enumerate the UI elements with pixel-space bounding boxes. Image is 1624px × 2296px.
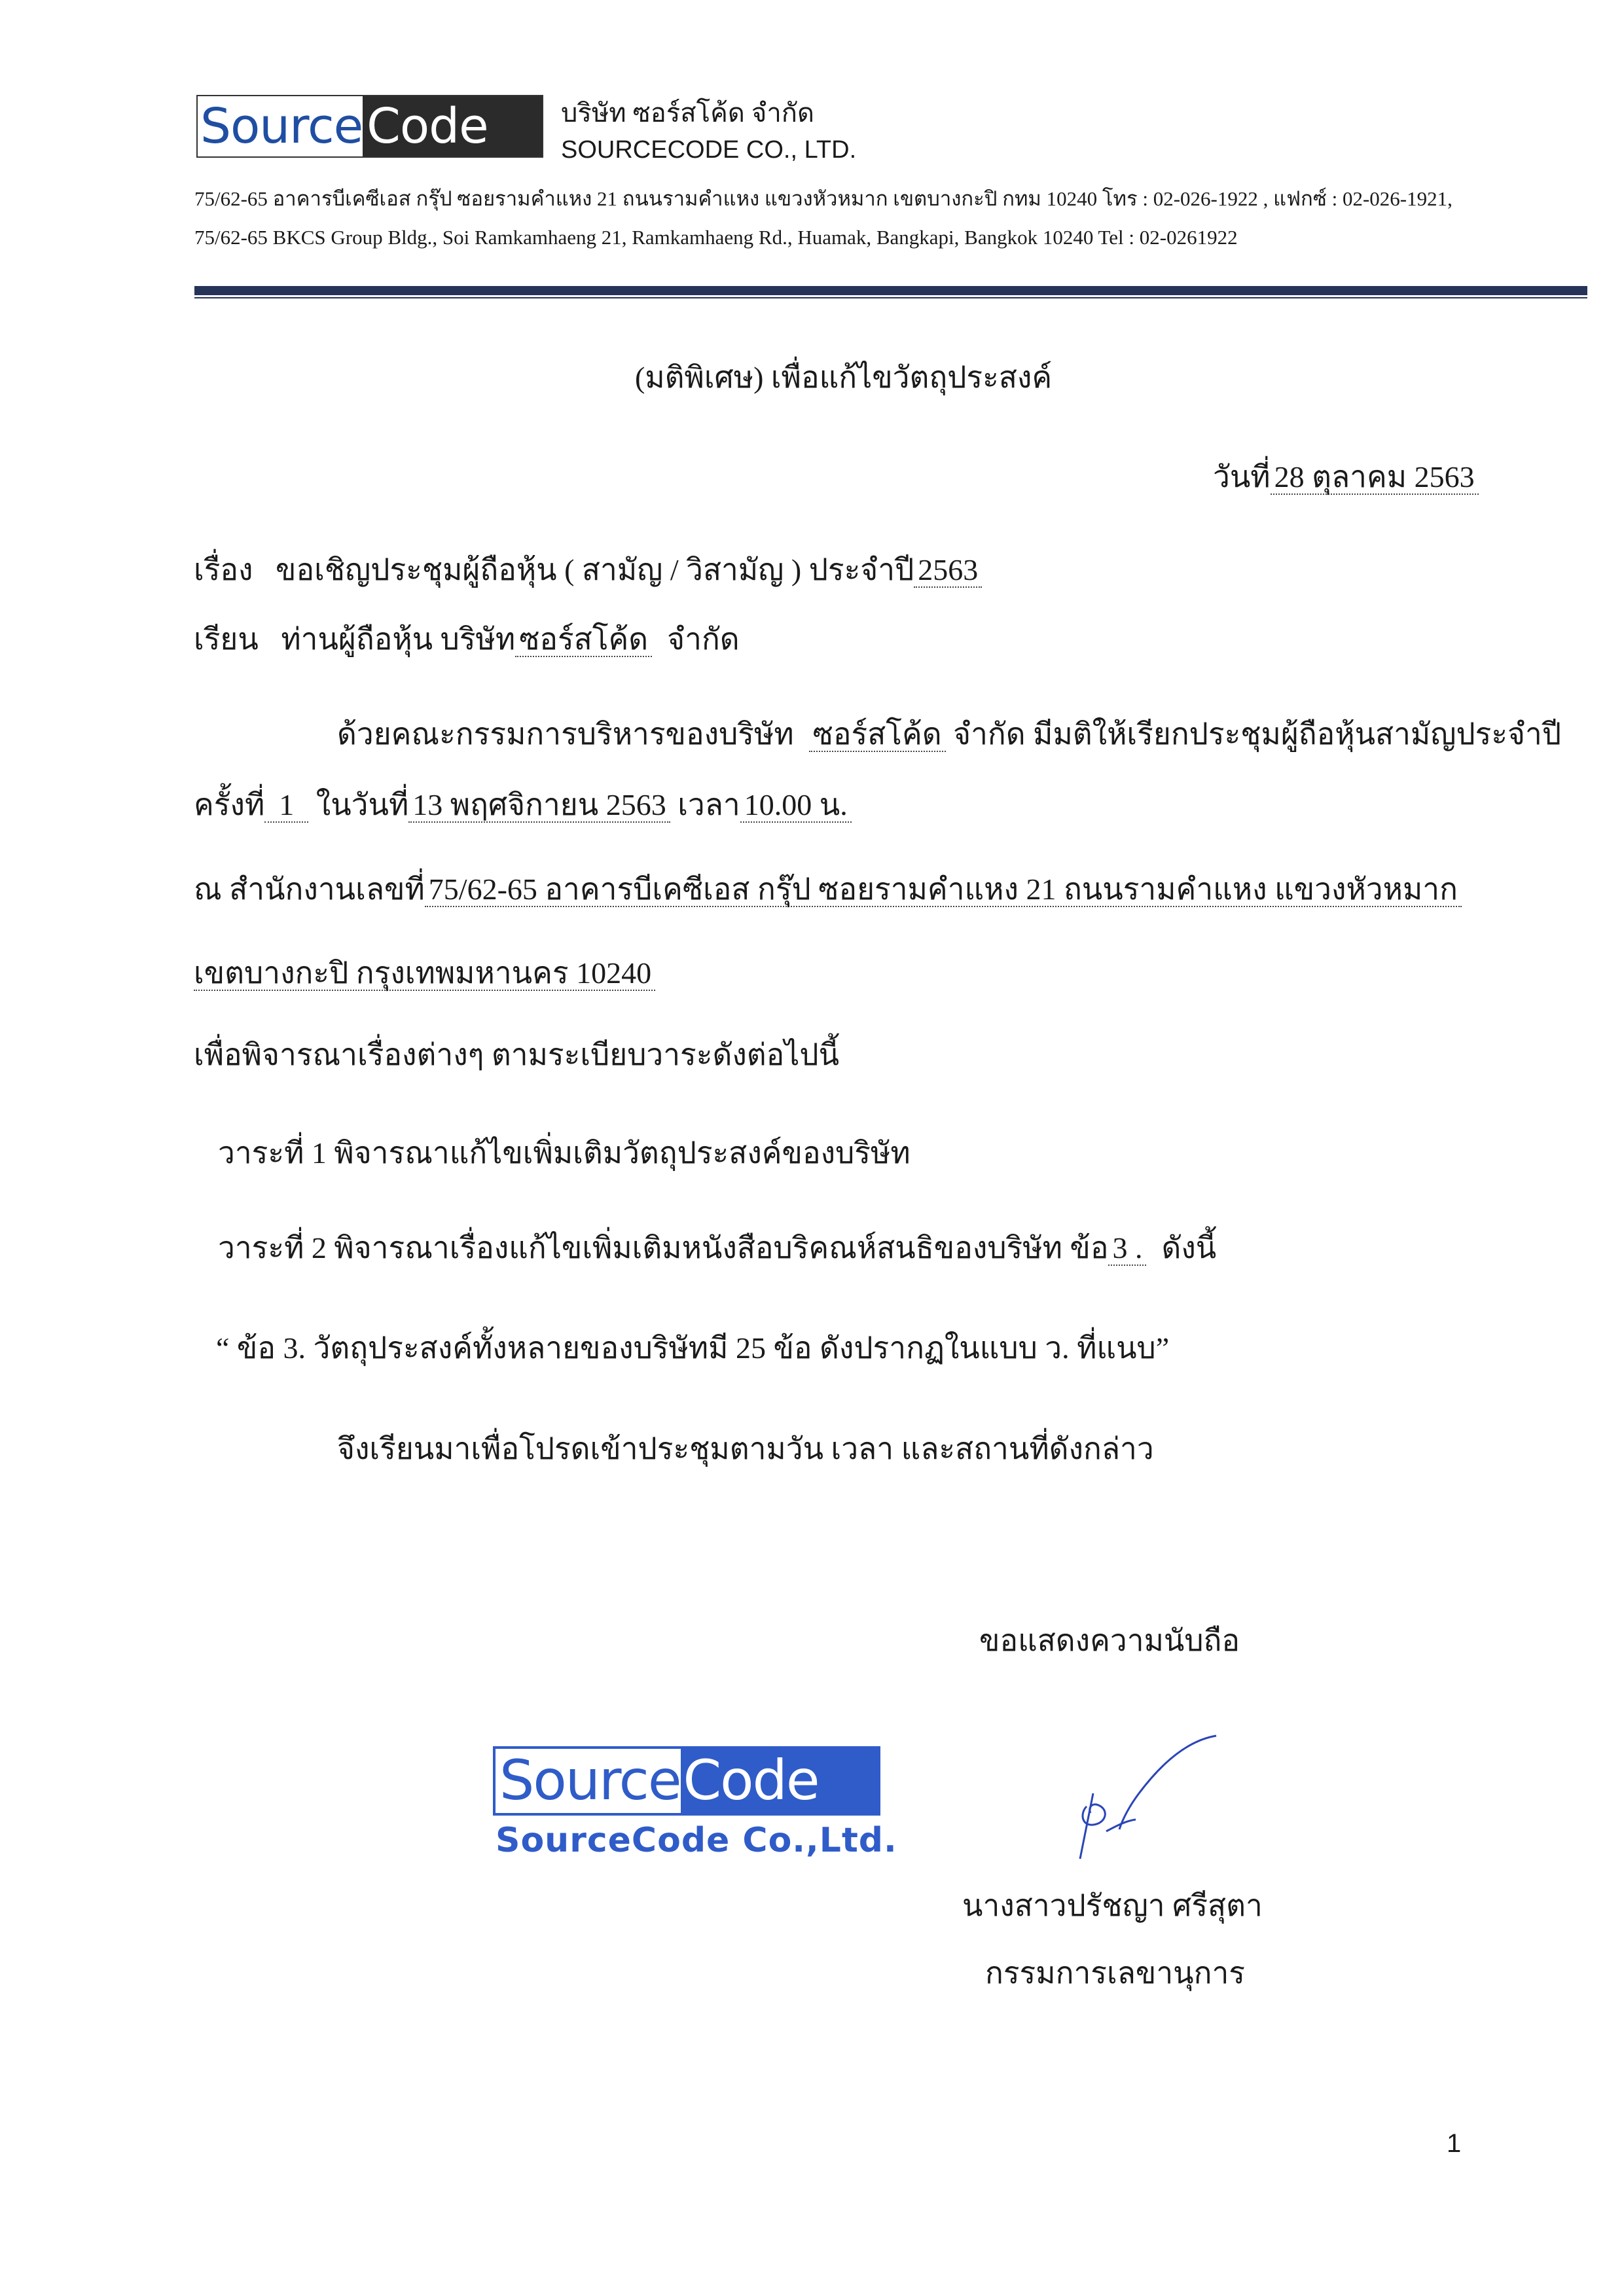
logo-code-text: Code <box>363 96 542 156</box>
place-label: ณ สำนักงานเลขที่ <box>194 872 425 906</box>
signature-mark <box>1041 1721 1237 1865</box>
stamp-source-text: Source <box>499 1748 681 1812</box>
company-name-thai: บริษัท ซอร์สโค้ด จำกัด <box>561 98 814 128</box>
company-logo <box>196 95 543 158</box>
address-thai: 75/62-65 อาคารบีเคซีเอส กรุ๊ป ซอยรามคำแหง 21 ถนนรามคำแหง แขวงหัวหมาก เขตบางกะปิ กทม 10240 โทร : 02-026-1922 , แฟกซ์ : 02-026-1921, <box>194 187 1453 210</box>
resolution-heading: (มติพิเศษ) เพื่อแก้ไขวัตถุประสงค์ <box>635 361 1053 394</box>
subject-text: ขอเชิญประชุมผู้ถือหุ้น ( สามัญ / วิสามัญ ) ประจำปี <box>276 553 914 586</box>
date-value: 28 ตุลาคม 2563 <box>1271 460 1479 495</box>
date-label: วันที่ <box>1213 460 1271 493</box>
meeting-date-line <box>194 781 852 829</box>
subject-line <box>194 546 982 594</box>
place-value-1: 75/62-65 อาคารบีเคซีเอส กรุ๊ป ซอยรามคำแหง 21 ถนนรามคำแหง แขวงหัวหมาก <box>425 872 1462 907</box>
subject-year: 2563 <box>914 553 982 588</box>
meeting-place-line-2 <box>194 949 655 997</box>
page-number: 1 <box>1447 2129 1462 2158</box>
amendment-quote: “ ข้อ 3. วัตถุประสงค์ทั้งหลายของบริษัทมี 25 ข้อ ดังปรากฏในแบบ ว. ที่แนบ” <box>216 1331 1170 1365</box>
closing-sentence: จึงเรียนมาเพื่อโปรดเข้าประชุมตามวัน เวลา และสถานที่ดังกล่าว <box>337 1432 1154 1465</box>
address-english: 75/62-65 BKCS Group Bldg., Soi Ramkamhaeng 21, Ramkamhaeng Rd., Huamak, Bangkapi, Bangkok 10240 Tel : 02-0261922 <box>194 226 1238 249</box>
place-value-2: เขตบางกะปิ กรุงเทพมหานคร 10240 <box>194 956 655 991</box>
signatory-title: กรรมการเลขานุการ <box>985 1956 1245 1990</box>
meeting-time-label: เวลา <box>677 788 740 821</box>
addressee-text: ท่านผู้ถือหุ้น บริษัท <box>281 622 516 656</box>
logo-source-text: Source <box>200 98 363 154</box>
signatory-name: นางสาวปรัชญา ศรีสุตา <box>962 1889 1263 1922</box>
round-label: ครั้งที่ <box>194 788 265 821</box>
round-value: 1 <box>264 788 308 823</box>
meeting-time-value: 10.00 น. <box>740 788 852 823</box>
stamp-subtitle: SourceCode Co.,Ltd. <box>496 1821 897 1860</box>
regards-text: ขอแสดงความนับถือ <box>979 1624 1240 1657</box>
meeting-date-value: 13 พฤศจิกายน 2563 <box>408 788 670 823</box>
addressee-company: ซอร์สโค้ด <box>515 622 652 657</box>
company-stamp <box>493 1746 880 1816</box>
para1-company: ซอร์สโค้ด <box>809 717 946 752</box>
stamp-code-text: Code <box>681 1749 878 1813</box>
header-divider <box>194 286 1587 295</box>
header-divider-thin <box>194 297 1587 298</box>
para1-prefix: ด้วยคณะกรรมการบริหารของบริษัท <box>337 717 794 751</box>
para1-suffix: จำกัด มีมติให้เรียกประชุมผู้ถือหุ้นสามัญประจำปี <box>953 717 1562 751</box>
meeting-place-line-1 <box>194 865 1462 913</box>
agenda2-prefix: วาระที่ 2 พิจารณาเรื่องแก้ไขเพิ่มเติมหนังสือบริคณห์สนธิของบริษัท ข้อ <box>218 1231 1109 1265</box>
addressee-line <box>194 615 740 663</box>
meeting-date-label: ในวันที่ <box>316 788 409 821</box>
addressee-label: เรียน <box>194 622 259 656</box>
addressee-suffix: จำกัด <box>667 622 740 656</box>
subject-label: เรื่อง <box>194 553 253 586</box>
agenda2-suffix: ดังนี้ <box>1161 1231 1217 1265</box>
agenda-item-2 <box>218 1224 1216 1272</box>
company-name-english: SOURCECODE CO., LTD. <box>561 136 857 164</box>
agenda2-clause: 3 . <box>1108 1231 1146 1266</box>
agenda-item-1: วาระที่ 1 พิจารณาแก้ไขเพิ่มเติมวัตถุประสงค์ของบริษัท <box>218 1136 911 1170</box>
body-paragraph-1 <box>337 710 1561 758</box>
letter-date <box>1213 453 1479 501</box>
agenda-intro: เพื่อพิจารณาเรื่องต่างๆ ตามระเบียบวาระดังต่อไปนี้ <box>194 1038 840 1071</box>
